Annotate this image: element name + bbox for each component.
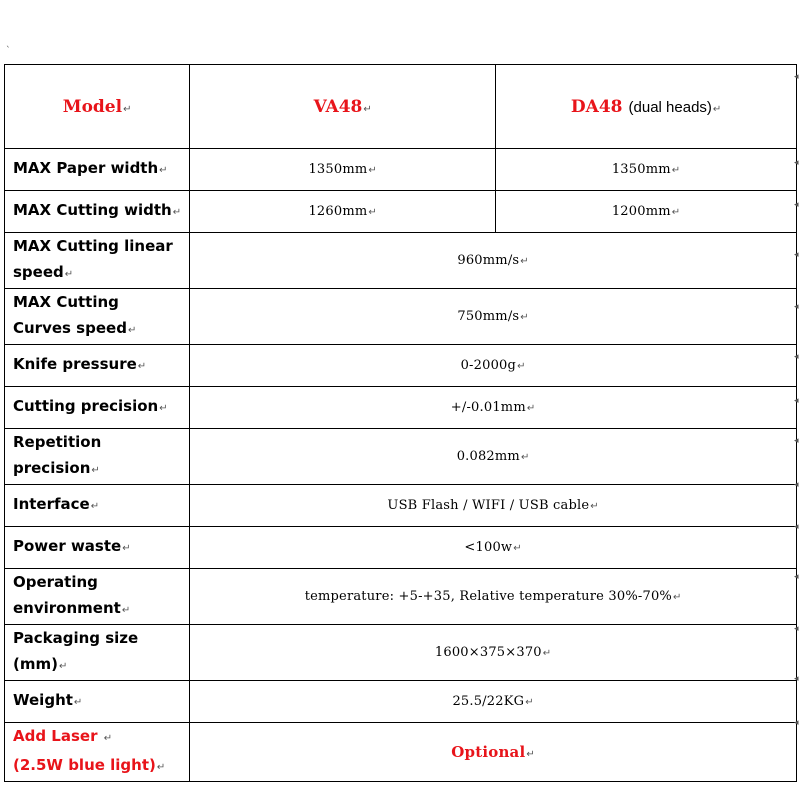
paragraph-mark: ↵ (363, 103, 372, 115)
edge-mark: ◂ (794, 480, 799, 489)
edge-mark: ◂ (794, 522, 799, 531)
edge-mark: ◂ (794, 572, 799, 581)
paragraph-mark: ↵ (712, 103, 722, 115)
header-model-cell (5, 65, 190, 149)
spec-label: Operating environment↵ (5, 569, 190, 625)
spec-label: Power waste↵ (5, 527, 190, 569)
spec-value: 960mm/s↵ (190, 233, 797, 289)
spec-label: Interface↵ (5, 485, 190, 527)
header-da48-cell (496, 65, 797, 149)
spec-value: temperature: +5-+35, Relative temperature 30%-70%↵ (190, 569, 797, 625)
spec-label: MAX Cutting width↵ (5, 191, 190, 233)
spec-label: Repetition precision↵ (5, 429, 190, 485)
spec-label: Packaging size (mm)↵ (5, 625, 190, 681)
table-row (5, 625, 797, 681)
header-da48-label: DA48 (570, 96, 623, 117)
laser-label-line1: Add Laser (13, 727, 98, 745)
spec-value-va48: 1260mm↵ (190, 191, 496, 233)
table-row (5, 233, 797, 289)
header-da48-note: (dual heads) (628, 98, 712, 116)
spec-label: Weight↵ (5, 681, 190, 723)
spec-value: 0-2000g↵ (190, 345, 797, 387)
spec-label: MAX Paper width↵ (5, 149, 190, 191)
laser-row (5, 723, 797, 782)
spec-label: Knife pressure↵ (5, 345, 190, 387)
laser-value-cell: Optional↵ (190, 723, 797, 782)
spec-value-da48: 1350mm↵ (496, 149, 797, 191)
laser-label: Add Laser ↵ (2.5W blue light)↵ (5, 723, 190, 782)
table-row (5, 569, 797, 625)
edge-mark: ◂ (794, 436, 799, 445)
table-row (5, 485, 797, 527)
table-row (5, 289, 797, 345)
edge-mark: ◂ (794, 250, 799, 259)
laser-label-line2: (2.5W blue light) (13, 756, 156, 774)
header-row (5, 65, 797, 149)
edge-mark: ◂ (794, 718, 799, 727)
header-model-label: Model (62, 96, 123, 117)
table-row (5, 527, 797, 569)
header-va48-cell (190, 65, 496, 149)
table-row (5, 387, 797, 429)
table-row (5, 345, 797, 387)
header-va48-label: VA48 (313, 96, 363, 117)
edge-mark: ◂ (794, 302, 799, 311)
edge-mark: ◂ (794, 674, 799, 683)
spec-value: 1600×375×370↵ (190, 625, 797, 681)
spec-label: MAX Cutting Curves speed↵ (5, 289, 190, 345)
spec-table (4, 64, 797, 782)
spec-value-da48: 1200mm↵ (496, 191, 797, 233)
spec-value: <100w↵ (190, 527, 797, 569)
edge-mark: ◂ (794, 352, 799, 361)
spec-label: MAX Cutting linear speed↵ (5, 233, 190, 289)
spec-value: +/-0.01mm↵ (190, 387, 797, 429)
spec-value: 25.5/22KG↵ (190, 681, 797, 723)
spec-value: 0.082mm↵ (190, 429, 797, 485)
spec-value-va48: 1350mm↵ (190, 149, 496, 191)
edge-mark: ◂ (794, 624, 799, 633)
edge-mark: ◂ (794, 72, 799, 81)
spec-value: 750mm/s↵ (190, 289, 797, 345)
table-row (5, 681, 797, 723)
table-row (5, 149, 797, 191)
edge-mark: ◂ (794, 396, 799, 405)
laser-value: Optional (451, 743, 526, 761)
spec-label: Cutting precision↵ (5, 387, 190, 429)
table-row (5, 429, 797, 485)
edge-mark: ◂ (794, 200, 799, 209)
paragraph-mark: ↵ (123, 103, 132, 115)
table-row (5, 191, 797, 233)
edge-mark: ◂ (794, 158, 799, 167)
spec-value: USB Flash / WIFI / USB cable↵ (190, 485, 797, 527)
stray-mark: ` (6, 46, 11, 56)
